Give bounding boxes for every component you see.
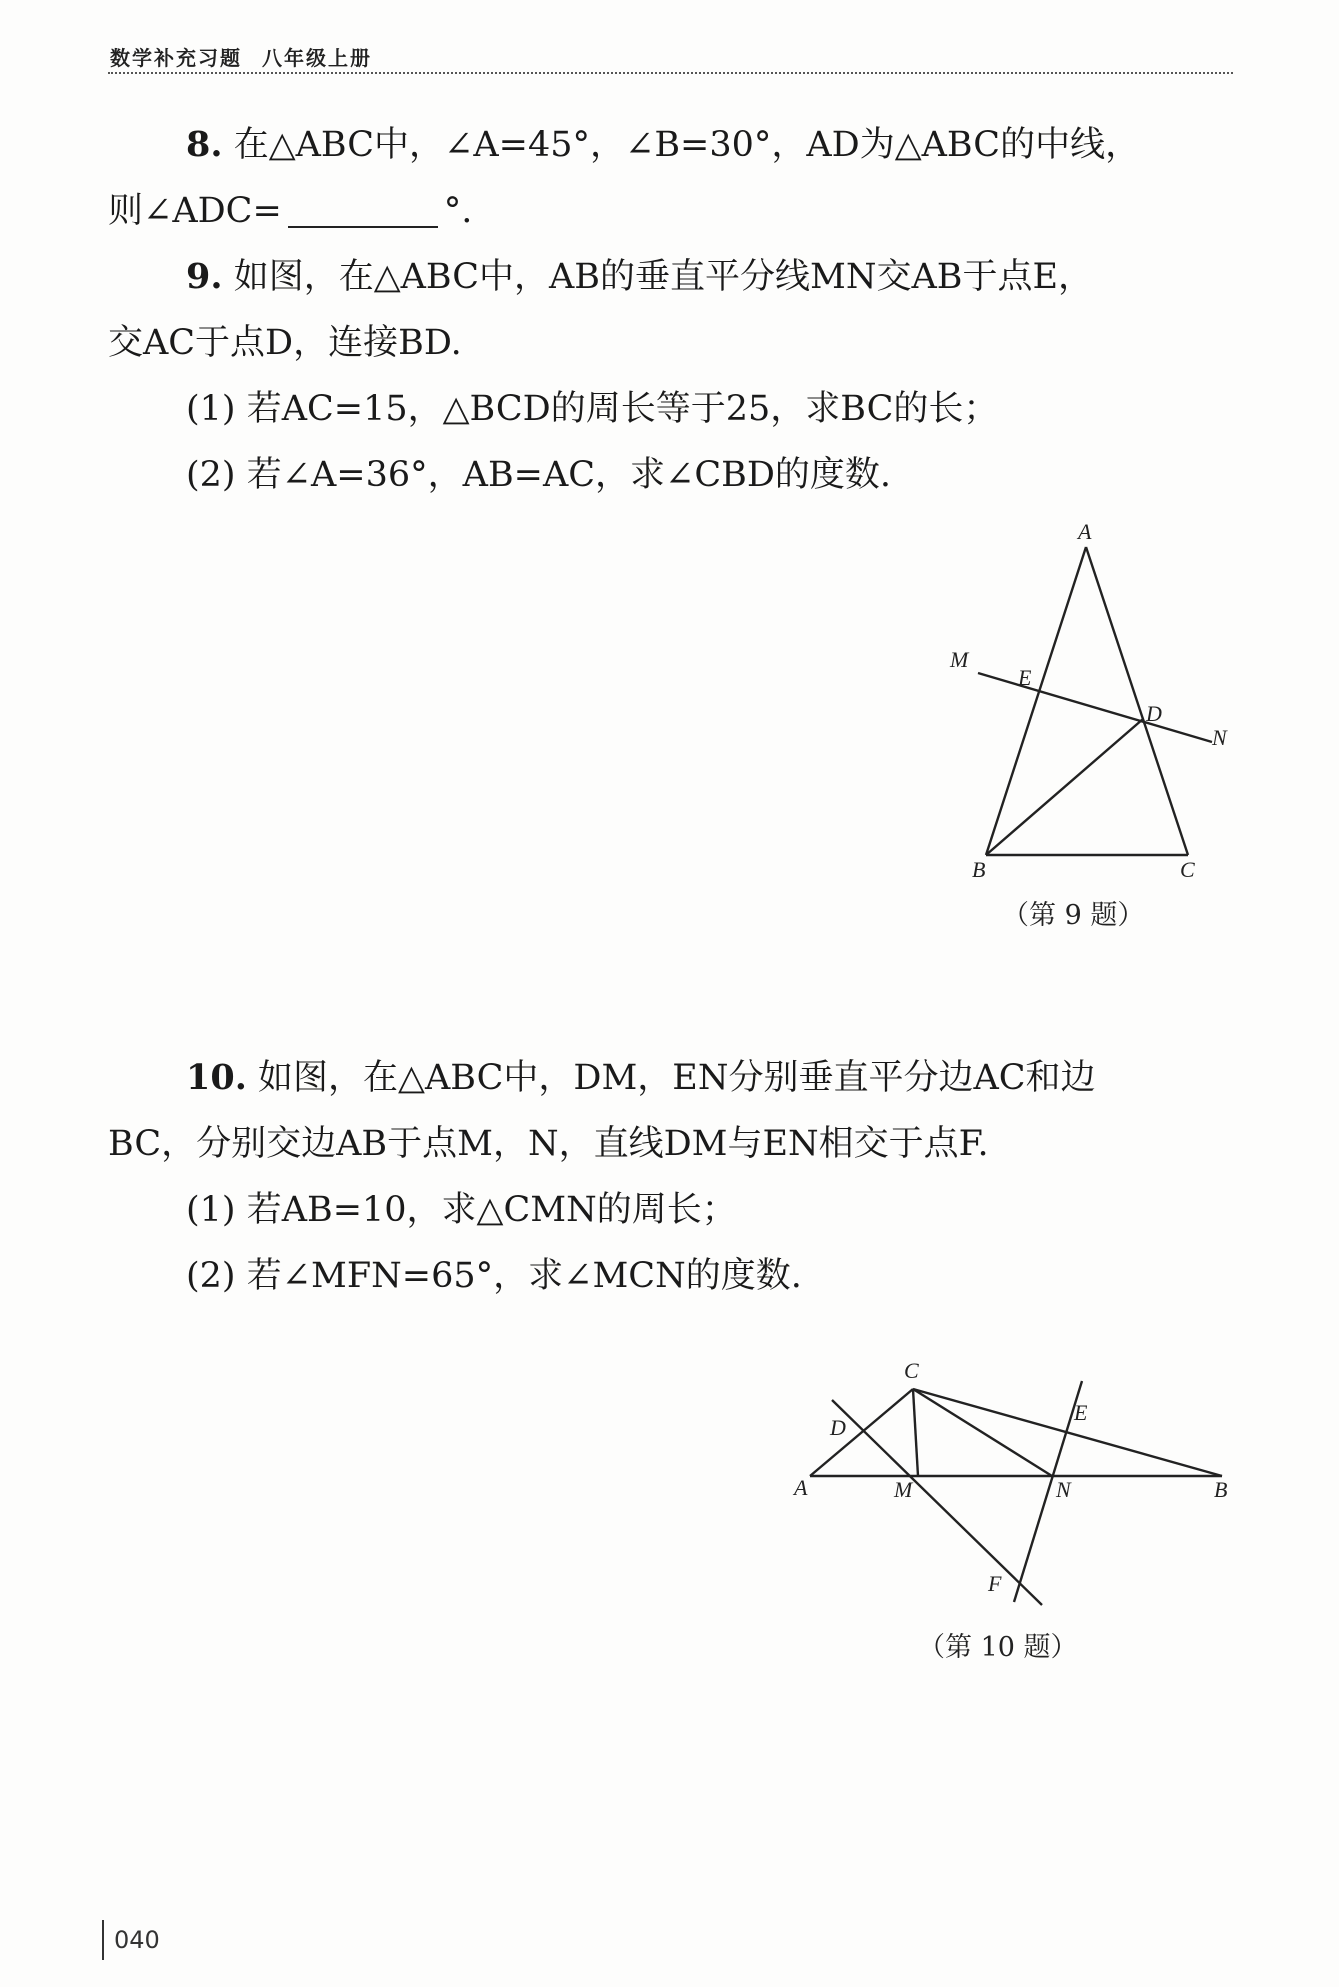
label-M: M (894, 1477, 913, 1502)
segment-CN (913, 1389, 1052, 1476)
running-head (110, 42, 372, 71)
label-B: B (972, 857, 986, 882)
question-number: 8. (186, 124, 223, 165)
label-E: E (1018, 665, 1032, 690)
question-9-part-1: (1) 若AC=15，△BCD的周长等于25，求BC的长； (186, 389, 999, 429)
line-DM (832, 1400, 1042, 1605)
label-B: B (1214, 1477, 1228, 1502)
question-stem-line2: BC，分别交边AB于点M，N，直线DM与EN相交于点F. (108, 1124, 989, 1164)
label-N: N (1056, 1477, 1071, 1502)
question-10-line2 (108, 1111, 1238, 1177)
question-8 (108, 112, 1238, 178)
question-9 (108, 244, 1238, 310)
page-number: 040 (102, 1920, 160, 1960)
question-number: 10. (186, 1057, 247, 1098)
segment-CM (913, 1389, 918, 1476)
question-number: 9. (186, 256, 223, 297)
question-9-line2 (108, 310, 1238, 376)
question-10-part-2: (2) 若∠MFN=65°，求∠MCN的度数. (186, 1256, 802, 1296)
question-stem-line2: 交AC于点D，连接BD. (108, 323, 462, 363)
label-C: C (904, 1358, 919, 1383)
question-10 (108, 1045, 1238, 1111)
question-8-line2 (108, 178, 1238, 244)
figure-9-caption: （第 9 题） (1002, 900, 1145, 931)
grade-label: 八年级上册 (262, 46, 372, 70)
question-10-part-1: (1) 若AB=10，求△CMN的周长； (186, 1190, 737, 1230)
question-stem-line1: 如图，在△ABC中，DM，EN分别垂直平分边AC和边 (258, 1058, 1096, 1098)
label-N: N (1212, 725, 1227, 750)
question-text-line1: 在△ABC中，∠A=45°，∠B=30°，AD为△ABC的中线， (233, 125, 1141, 165)
answer-blank (288, 225, 438, 228)
label-D: D (830, 1415, 846, 1440)
question-9-part-2: (2) 若∠A=36°，AB=AC，求∠CBD的度数. (186, 455, 892, 495)
label-F: F (988, 1571, 1002, 1596)
figure-9 (940, 515, 1240, 885)
segment-BD (986, 719, 1143, 855)
label-A: A (1078, 519, 1092, 544)
label-C: C (1180, 857, 1195, 882)
label-E: E (1074, 1400, 1088, 1425)
label-A: A (794, 1475, 808, 1500)
label-M: M (950, 647, 969, 672)
segment-CB (913, 1389, 1222, 1476)
label-D: D (1146, 701, 1162, 726)
degree-suffix: °. (443, 191, 473, 231)
question-text-line2: 则∠ADC= (108, 191, 282, 231)
line-EN (1014, 1381, 1082, 1602)
book-title: 数学补充习题 (110, 46, 242, 70)
figure-10 (790, 1345, 1250, 1615)
line-MN (978, 673, 1212, 742)
figure-10-caption: （第 10 题） (918, 1632, 1078, 1663)
question-stem-line1: 如图，在△ABC中，AB的垂直平分线MN交AB于点E， (233, 257, 1094, 297)
header-divider (108, 72, 1233, 74)
segment-AC (1086, 547, 1188, 855)
